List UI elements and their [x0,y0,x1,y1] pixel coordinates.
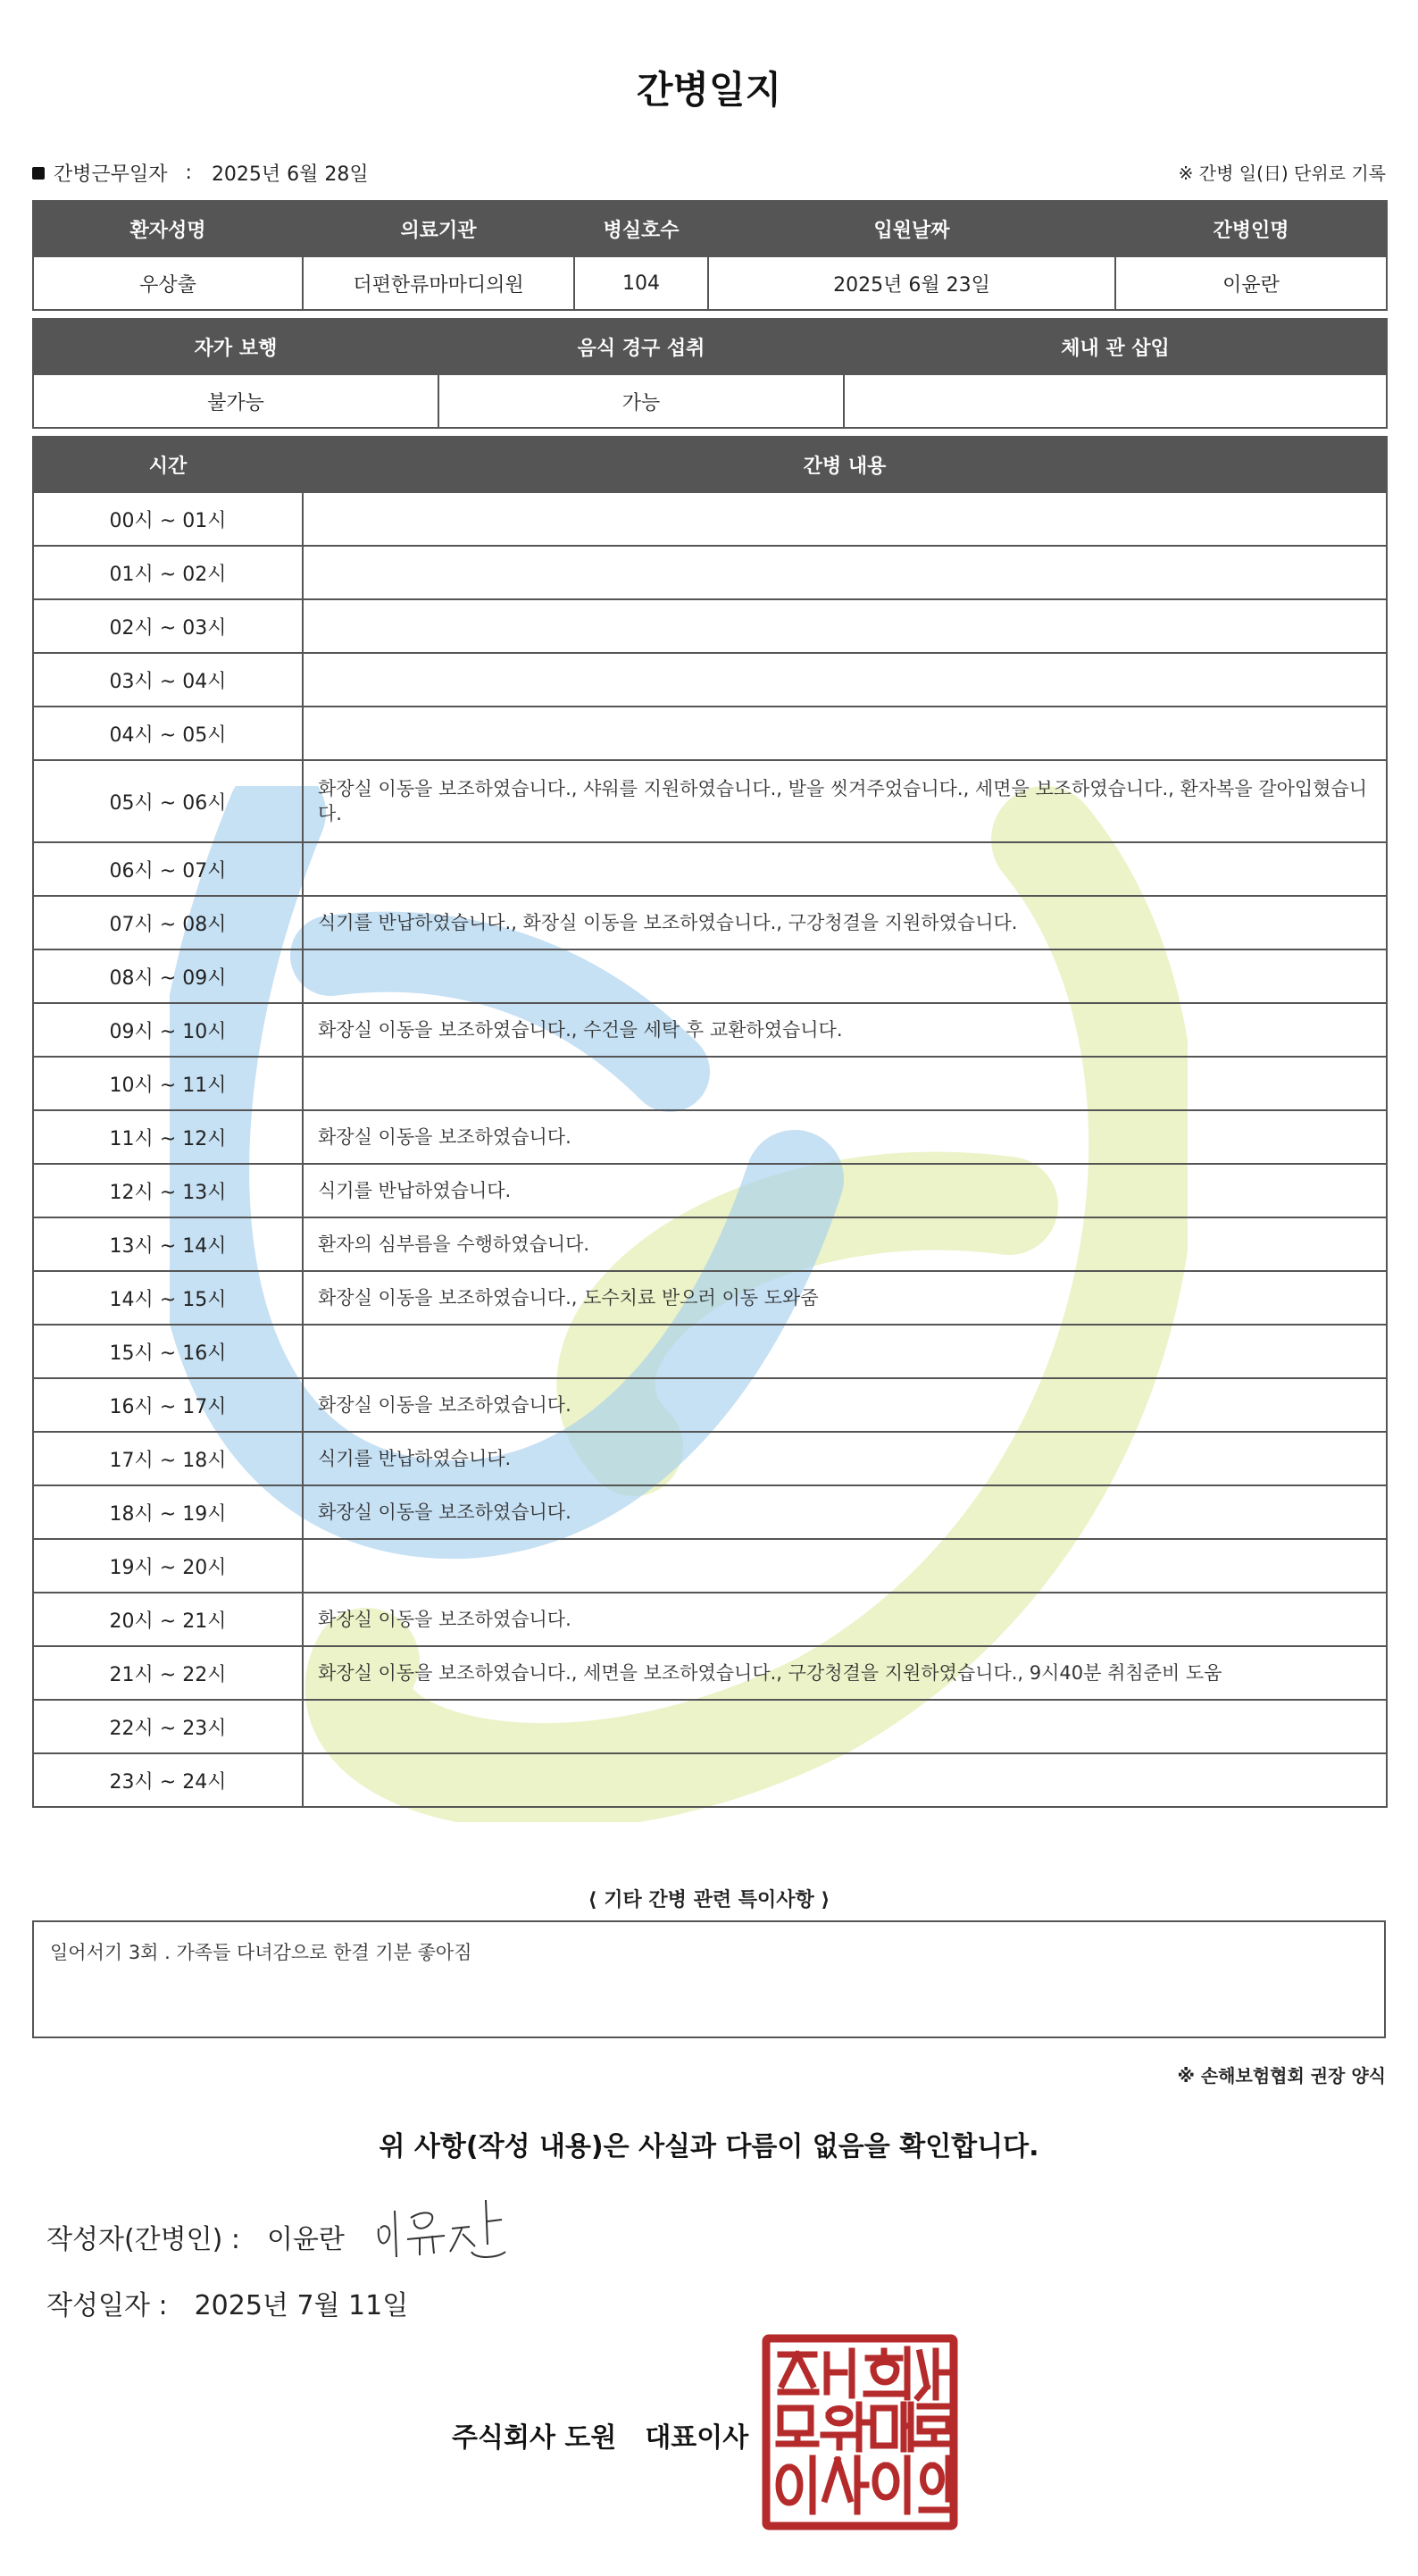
care-content-cell: 화장실 이동을 보조하였습니다., 세면을 보조하였습니다., 구강청결을 지원하였습니다., 9시40분 취침준비 도움 [303,1646,1387,1700]
care-content-cell [303,1700,1387,1753]
hospital-cell: 더편한류마마디의원 [303,256,574,310]
care-time-cell: 17시 ~ 18시 [33,1432,303,1485]
care-content-cell [303,492,1387,546]
header-patient-name: 환자성명 [33,201,303,256]
header-admission-date: 입원날짜 [708,201,1115,256]
care-time-cell: 07시 ~ 08시 [33,896,303,949]
care-row [33,1217,1387,1271]
oral-intake-cell: 가능 [438,374,844,428]
care-content-cell: 화장실 이동을 보조하였습니다., 도수치료 받으러 이동 도와줌 [303,1271,1387,1325]
care-time-cell: 05시 ~ 06시 [33,760,303,842]
care-content-cell [303,1325,1387,1378]
care-time-cell: 02시 ~ 03시 [33,599,303,653]
care-time-cell: 19시 ~ 20시 [33,1539,303,1593]
care-row [33,1593,1387,1646]
care-content-cell [303,707,1387,760]
caregiver-name-cell: 이윤란 [1115,256,1387,310]
header-self-walking: 자가 보행 [33,319,438,374]
confirmation-statement: 위 사항(작성 내용)은 사실과 다름이 없음을 확인합니다. [379,2131,1039,2162]
care-content-cell: 식기를 반납하였습니다., 화장실 이동을 보조하였습니다., 구강청결을 지원하였습니다. [303,896,1387,949]
patient-value-row [33,256,1387,310]
work-date-label: 간병근무일자 [54,163,168,186]
care-row [33,599,1387,653]
care-content-cell: 식기를 반납하였습니다. [303,1164,1387,1217]
header-tube-insertion: 체내 관 삽입 [844,319,1387,374]
care-time-cell: 12시 ~ 13시 [33,1164,303,1217]
care-content-cell [303,842,1387,896]
care-row [33,653,1387,707]
work-date-value: 2025년 6월 28일 [211,163,369,186]
write-date-line [46,2283,408,2322]
care-time-cell: 01시 ~ 02시 [33,546,303,599]
care-content-cell: 식기를 반납하였습니다. [303,1432,1387,1485]
header-room-number: 병실호수 [574,201,708,256]
write-date-value: 2025년 7월 11일 [194,2290,409,2321]
writer-name: 이윤란 [266,2224,345,2255]
work-date-separator: : [185,162,192,184]
care-time-cell: 22시 ~ 23시 [33,1700,303,1753]
care-content-cell [303,653,1387,707]
care-row [33,546,1387,599]
care-row [33,1271,1387,1325]
care-row [33,760,1387,842]
care-content-cell: 화장실 이동을 보조하였습니다. [303,1485,1387,1539]
care-row [33,1753,1387,1807]
writer-label: 작성자(간병인) : [46,2224,240,2255]
care-time-cell: 06시 ~ 07시 [33,842,303,896]
header-caregiver-name: 간병인명 [1115,201,1387,256]
header-oral-intake: 음식 경구 섭취 [438,319,844,374]
care-row [33,1164,1387,1217]
care-row [33,1700,1387,1753]
remarks-title: ⟨ 기타 간병 관련 특이사항 ⟩ [588,1889,830,1911]
hourly-care-table [32,436,1388,1808]
bullet-square-icon [32,167,45,180]
care-time-cell: 20시 ~ 21시 [33,1593,303,1646]
company-name: 주식회사 도원 [452,2422,617,2454]
care-time-cell: 21시 ~ 22시 [33,1646,303,1700]
care-time-cell: 04시 ~ 05시 [33,707,303,760]
work-date-line [32,159,369,187]
care-row [33,1057,1387,1110]
company-representative-title: 대표이사 [645,2422,749,2454]
tube-insertion-cell [844,374,1387,428]
care-content-cell: 화장실 이동을 보조하였습니다. [303,1593,1387,1646]
admission-date-cell: 2025년 6월 23일 [708,256,1115,310]
company-seal-stamp [761,2333,959,2531]
care-row [33,492,1387,546]
write-date-label: 작성일자 : [46,2290,168,2321]
document-title: 간병일지 [636,68,782,112]
care-row [33,1110,1387,1164]
header-hospital: 의료기관 [303,201,574,256]
writer-line [46,2217,345,2256]
care-content-cell [303,599,1387,653]
remarks-box [32,1920,1386,2038]
care-time-cell: 14시 ~ 15시 [33,1271,303,1325]
care-row [33,1378,1387,1432]
care-time-cell: 23시 ~ 24시 [33,1753,303,1807]
care-content-cell [303,1753,1387,1807]
header-time: 시간 [33,437,303,492]
care-time-cell: 11시 ~ 12시 [33,1110,303,1164]
care-row [33,842,1387,896]
care-header-row [33,437,1387,492]
source-note: ※ 손해보험협회 권장 양식 [1177,2065,1386,2087]
care-content-cell: 화장실 이동을 보조하였습니다. [303,1110,1387,1164]
care-content-cell [303,546,1387,599]
care-time-cell: 08시 ~ 09시 [33,949,303,1003]
care-content-cell [303,1539,1387,1593]
care-time-cell: 18시 ~ 19시 [33,1485,303,1539]
care-time-cell: 09시 ~ 10시 [33,1003,303,1057]
care-time-cell: 15시 ~ 16시 [33,1325,303,1378]
care-row [33,1485,1387,1539]
care-time-cell: 03시 ~ 04시 [33,653,303,707]
remarks-content: 일어서기 3회 . 가족들 다녀감으로 한결 기분 좋아짐 [50,1942,472,1963]
company-line [452,2415,748,2455]
ability-header-row [33,319,1387,374]
handwritten-signature [371,2193,514,2264]
care-content-cell: 화장실 이동을 보조하였습니다., 샤워를 지원하였습니다., 발을 씻겨주었습니다., 세면을 보조하였습니다., 환자복을 갈아입혔습니다. [303,760,1387,842]
care-time-cell: 13시 ~ 14시 [33,1217,303,1271]
patient-ability-table [32,318,1388,429]
care-row [33,1432,1387,1485]
patient-name-cell: 우상출 [33,256,303,310]
care-time-cell: 10시 ~ 11시 [33,1057,303,1110]
care-content-cell: 화장실 이동을 보조하였습니다., 수건을 세탁 후 교환하였습니다. [303,1003,1387,1057]
header-care-content: 간병 내용 [303,437,1387,492]
care-time-cell: 00시 ~ 01시 [33,492,303,546]
care-time-cell: 16시 ~ 17시 [33,1378,303,1432]
care-content-cell: 환자의 심부름을 수행하였습니다. [303,1217,1387,1271]
self-walking-cell: 불가능 [33,374,438,428]
care-content-cell: 화장실 이동을 보조하였습니다. [303,1378,1387,1432]
care-row [33,707,1387,760]
care-row [33,1325,1387,1378]
patient-header-row [33,201,1387,256]
record-unit-note: ※ 간병 일(日) 단위로 기록 [1178,163,1386,184]
room-number-cell: 104 [574,256,708,310]
care-row [33,896,1387,949]
ability-value-row [33,374,1387,428]
care-row [33,1539,1387,1593]
care-row [33,1003,1387,1057]
care-content-cell [303,1057,1387,1110]
patient-info-table [32,200,1388,311]
care-content-cell [303,949,1387,1003]
care-row [33,949,1387,1003]
care-row [33,1646,1387,1700]
